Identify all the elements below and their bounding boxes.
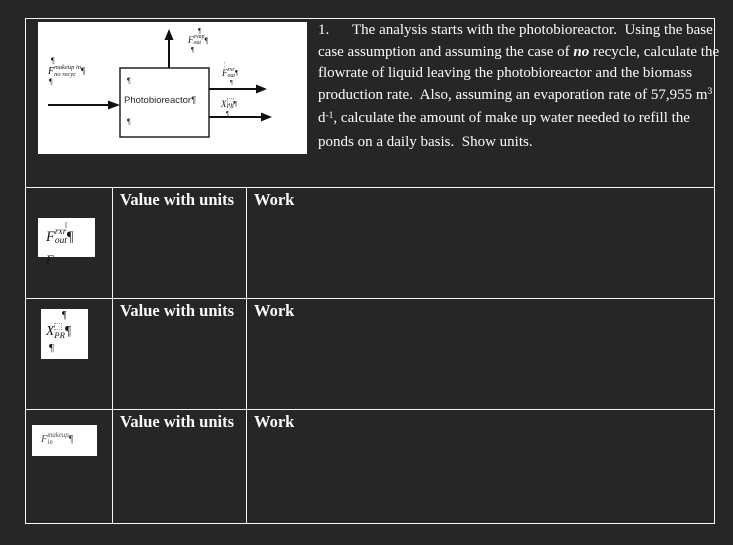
pilcrow-mark: ¶	[68, 434, 74, 446]
makeup-arrow-head	[108, 101, 120, 110]
symbol-box-xpr: ¶ X PR ¶ ¶	[41, 309, 88, 359]
pilcrow-mark: ¶	[51, 56, 55, 65]
pilcrow-mark: ¶	[127, 117, 131, 126]
tick-mark: ‖	[65, 221, 68, 230]
work-header: Work	[254, 190, 295, 209]
xpr-symbol-base: X	[46, 323, 55, 339]
biomass-flow-label: X PR ¶ ¶	[221, 98, 237, 117]
pilcrow-mark: ¶	[62, 310, 67, 321]
pilcrow-mark: ¶	[234, 69, 239, 78]
makeup-flow-label: ¶ F makeup in no recyc ¶ ¶	[48, 56, 86, 86]
table-row	[26, 188, 715, 299]
flow-diagram-svg	[38, 22, 307, 154]
symbol-cell-fmakeup	[26, 410, 113, 524]
work-cell-row3[interactable]	[247, 410, 715, 524]
pilcrow-mark: ¶	[49, 342, 54, 354]
pilcrow-mark: ¶	[127, 76, 131, 85]
clipped-glyph: F	[46, 252, 54, 267]
value-cell-row3[interactable]	[113, 410, 247, 524]
work-cell-row1[interactable]	[247, 188, 715, 299]
work-header: Work	[254, 301, 295, 320]
table-row	[26, 299, 715, 410]
tick-mark: ¦	[224, 62, 226, 68]
value-header: Value with units	[120, 412, 235, 431]
work-cell-row2[interactable]	[247, 299, 715, 410]
pilcrow-mark: ¶	[49, 77, 53, 86]
fmakeup-symbol-base: F	[41, 434, 48, 446]
symbol-cell-frxr	[26, 188, 113, 299]
pilcrow-mark: ¶	[230, 79, 233, 86]
pilcrow-mark: ¶	[81, 66, 86, 76]
header-cell	[26, 19, 723, 188]
pilcrow-mark: ¶	[66, 228, 74, 245]
problem-statement: 1. The analysis starts with the photobioreactor. Using the base case assumption and assuming the case of no recycle, calculate the flowrate of liquid leaving the photobioreactor and the biomass production rate. Also, assuming an evaporation rate of 57,955 $m^3$ $d^{-1}$, calculate the amount of make up water needed to refill the ponds on a daily basis. Show units.	[318, 22, 723, 150]
value-cell-row2[interactable]	[113, 299, 247, 410]
photobioreactor-diagram	[38, 22, 307, 154]
value-cell-row1[interactable]	[113, 188, 247, 299]
symbol-box-frxr: ‖ F rxr out ¶ F	[38, 218, 95, 257]
pilcrow-mark: ¶	[64, 323, 72, 339]
table-row	[26, 410, 715, 524]
pilcrow-mark: ¶	[191, 45, 195, 54]
evap-arrow-head	[165, 29, 174, 40]
pilcrow-mark: ¶	[198, 27, 202, 35]
evap-symbol-base: F	[188, 35, 194, 46]
empty-equation-placeholder	[54, 323, 62, 330]
rxr-symbol-base: F	[222, 68, 228, 79]
pilcrow-mark: ¶	[233, 99, 237, 108]
worksheet-table	[25, 18, 723, 524]
makeup-symbol-base: F	[48, 65, 55, 77]
rxr-out-flow-label: ¦ F rxr out ¶ ¶	[222, 62, 239, 86]
biomass-arrow-head	[261, 113, 272, 122]
reactor-label: Photobioreactor¶	[124, 95, 197, 106]
xpr-symbol-base: X	[221, 98, 227, 109]
frxr-symbol-base: F	[46, 228, 55, 245]
pilcrow-mark: ¶	[226, 110, 229, 117]
symbol-box-fmakeup: F makeup in ¶	[32, 425, 97, 456]
value-header: Value with units	[120, 301, 235, 320]
pilcrow-mark: ¶	[204, 35, 209, 45]
value-header: Value with units	[120, 190, 235, 209]
symbol-cell-xpr	[26, 299, 113, 410]
rxr-out-arrow-head	[256, 85, 267, 94]
work-header: Work	[254, 412, 295, 431]
evap-flow-label: ¶ F evap out ¶ ¶	[188, 27, 209, 54]
